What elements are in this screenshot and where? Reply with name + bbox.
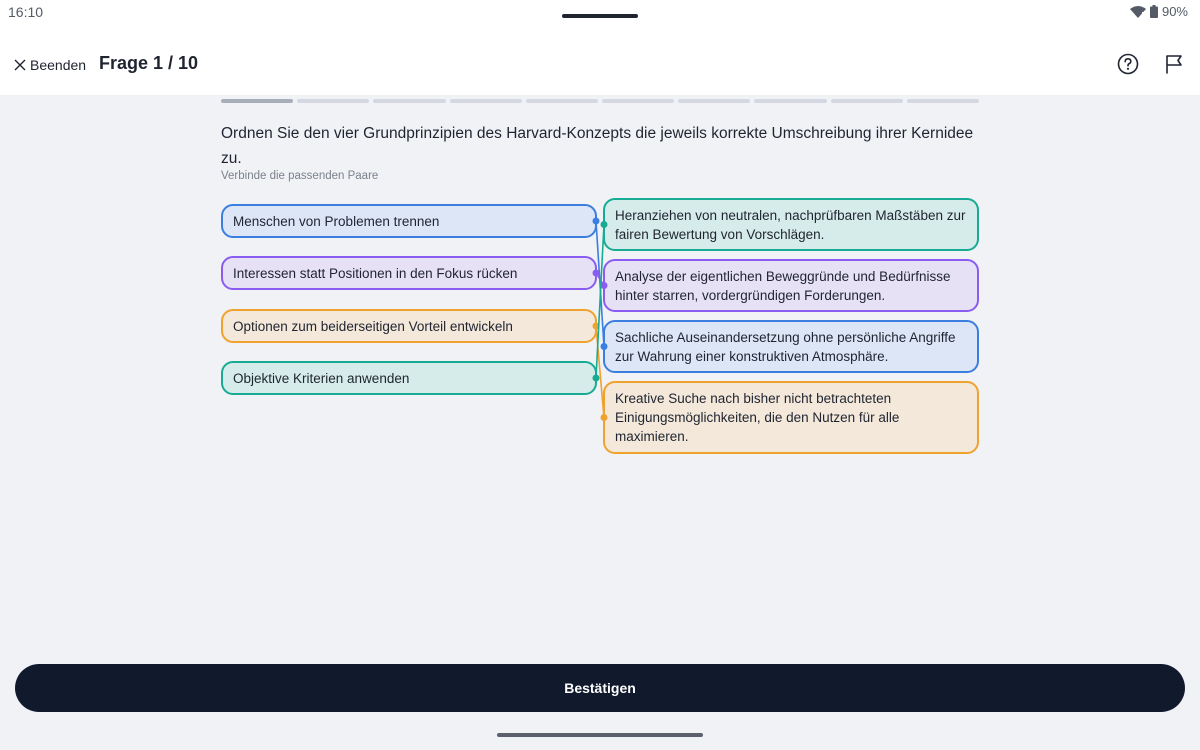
progress-segment xyxy=(602,99,674,103)
camera-notch-bar xyxy=(562,14,638,18)
right-item-label: Sachliche Auseinandersetzung ohne persönliche Angriffe zur Wahrung einer konstruktiven Atmosphäre. xyxy=(615,329,956,364)
left-item-label: Menschen von Problemen trennen xyxy=(233,213,440,229)
left-item-label: Optionen zum beiderseitigen Vorteil entwickeln xyxy=(233,318,513,334)
progress-segment xyxy=(754,99,826,103)
right-item-1[interactable] xyxy=(603,259,979,312)
right-item-label: Kreative Suche nach bisher nicht betrachteten Einigungsmöglichkeiten, die den Nutzen für alle maximieren. xyxy=(615,391,900,444)
progress-segment xyxy=(297,99,369,103)
question-hint: Verbinde die passenden Paare xyxy=(221,170,379,182)
right-item-2[interactable] xyxy=(603,320,979,373)
battery-level: 90% xyxy=(1161,4,1188,19)
progress-segment xyxy=(907,99,979,103)
exit-button[interactable] xyxy=(14,54,86,76)
progress-segment xyxy=(678,99,750,103)
wifi-icon xyxy=(1130,6,1146,18)
left-item-label: Objektive Kriterien anwenden xyxy=(233,370,410,386)
page-title: Frage 1 / 10 xyxy=(99,53,199,73)
question-progress-bar xyxy=(221,99,979,103)
status-icons xyxy=(1130,4,1188,19)
left-item-3[interactable] xyxy=(221,361,597,395)
right-item-0[interactable] xyxy=(603,198,979,251)
flag-icon[interactable] xyxy=(1165,54,1183,74)
progress-segment xyxy=(450,99,522,103)
battery-icon xyxy=(1150,5,1158,18)
right-item-label: Heranziehen von neutralen, nachprüfbaren Maßstäben zur fairen Bewertung von Vorschlägen. xyxy=(615,207,966,242)
confirm-button[interactable]: Bestätigen xyxy=(15,664,1185,712)
top-bar xyxy=(0,0,1200,95)
status-time: 16:10 xyxy=(8,4,44,20)
help-icon[interactable] xyxy=(1117,53,1139,75)
right-item-3[interactable] xyxy=(603,381,979,454)
left-item-1[interactable] xyxy=(221,256,597,290)
progress-segment xyxy=(373,99,445,103)
left-item-0[interactable] xyxy=(221,204,597,238)
progress-segment xyxy=(221,99,293,103)
left-item-label: Interessen statt Positionen in den Fokus rücken xyxy=(233,265,518,281)
close-icon xyxy=(14,59,26,71)
progress-segment xyxy=(831,99,903,103)
right-item-label: Analyse der eigentlichen Beweggründe und Bedürfnisse hinter starren, vordergründigen Forderungen. xyxy=(615,268,951,303)
question-text: Ordnen Sie den vier Grundprinzipien des Harvard-Konzepts die jeweils korrekte Umschreibung ihrer Kernidee zu. xyxy=(221,125,974,167)
exit-label: Beenden xyxy=(30,57,87,73)
progress-segment xyxy=(526,99,598,103)
left-item-2[interactable] xyxy=(221,309,597,343)
home-indicator xyxy=(497,733,703,737)
